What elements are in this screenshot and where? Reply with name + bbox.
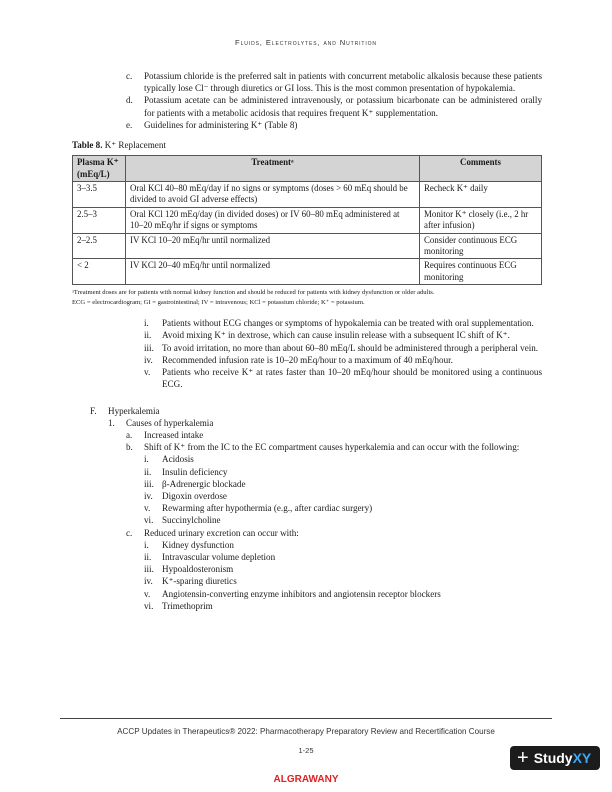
list-item [126, 429, 542, 441]
list-item [126, 441, 542, 453]
list-item [126, 94, 542, 118]
list-item [144, 466, 542, 478]
item-text: Acidosis [162, 454, 194, 465]
roman-list [144, 317, 542, 390]
table-cell: Requires continuous ECG monitoring [420, 259, 542, 285]
watermark: ALGRAWANY [273, 774, 339, 785]
section-label: F. [90, 405, 97, 416]
item-text: Recommended infusion rate is 10–20 mEq/hour to a maximum of 40 mEq/hour. [162, 354, 453, 365]
item-label: ii. [144, 330, 152, 341]
list-item [144, 514, 542, 526]
item-text: β-Adrenergic blockade [162, 478, 246, 489]
item-text: Hypoaldosteronism [162, 564, 234, 575]
table-header-row [73, 156, 542, 182]
list-item [144, 588, 542, 600]
item-label: vi. [144, 600, 154, 611]
list-item [144, 317, 542, 329]
footer-course-title: ACCP Updates in Therapeutics® 2022: Pharmacotherapy Preparatory Review and Recertification Course [117, 727, 495, 736]
list-item [126, 527, 542, 539]
item-label: iii. [144, 342, 154, 353]
table-cell: 3–3.5 [73, 182, 126, 208]
table-cell: < 2 [73, 259, 126, 285]
item-text: Avoid mixing K⁺ in dextrose, which can cause insulin release with a subsequent IC shift of K⁺. [162, 330, 510, 341]
item-label: c. [126, 527, 133, 538]
item-label: i. [144, 318, 149, 329]
item-label: a. [126, 429, 133, 440]
running-header: Fluids, Electrolytes, and Nutrition [235, 38, 377, 47]
badge-brand-accent: XY [572, 750, 592, 766]
table-cell: Monitor K⁺ closely (i.e., 2 hr after infusion) [420, 207, 542, 233]
page-number: 1-25 [298, 746, 314, 755]
item-label: vi. [144, 515, 154, 526]
item-text: Rewarming after hypothermia (e.g., after cardiac surgery) [162, 503, 373, 514]
badge-brand-main: Study [533, 750, 573, 766]
item-label: c. [126, 71, 133, 81]
subsection-label: 1. [108, 417, 115, 428]
list-item [144, 575, 542, 587]
item-label: b. [126, 442, 133, 453]
list-item [144, 366, 542, 390]
table-cell: IV KCl 10–20 mEq/hr until normalized [126, 233, 420, 259]
item-label: iii. [144, 478, 154, 489]
item-text: Potassium acetate can be administered intravenously, or potassium bicarbonate can be administered orally for patients with a metabolic acidosis that requires frequent K⁺ supplementation. [144, 95, 542, 118]
item-text: To avoid irritation, no more than about 60–80 mEq/L should be administered through a peripheral vein. [162, 342, 539, 353]
item-text: Intravascular volume depletion [162, 551, 276, 562]
item-text: Shift of K⁺ from the IC to the EC compartment causes hyperkalemia and can occur with the following: [144, 442, 520, 453]
table-cell: 2–2.5 [73, 233, 126, 259]
plus-icon: + [517, 747, 529, 769]
item-label: ii. [144, 551, 152, 562]
item-text: Reduced urinary excretion can occur with: [144, 527, 299, 538]
table-row [73, 233, 542, 259]
item-label: ii. [144, 466, 152, 477]
table-caption-text: K⁺ Replacement [104, 140, 166, 151]
item-text: Potassium chloride is the preferred salt in patients with concurrent metabolic alkalosis because these patients typically lose Cl⁻ through diuretics or GI loss. This is the most common presentation of hypokalemia. [144, 71, 542, 94]
table-cell: Consider continuous ECG monitoring [420, 233, 542, 259]
table-caption-label: Table 8. [72, 140, 103, 151]
footer-divider [60, 718, 552, 719]
col-header-plasma-k: Plasma K⁺ (mEq/L) [73, 156, 126, 182]
subsection-heading [108, 417, 542, 429]
list-item [144, 490, 542, 502]
item-label: iii. [144, 564, 154, 575]
studyxy-badge[interactable] [510, 746, 600, 770]
item-text: Patients without ECG changes or symptoms of hypokalemia can be treated with oral supplementation. [162, 318, 534, 329]
potassium-replacement-table [72, 155, 542, 285]
table-footnotes [72, 288, 542, 307]
list-item [126, 119, 542, 131]
col-header-comments: Comments [420, 156, 542, 182]
item-label: iv. [144, 354, 153, 365]
item-label: v. [144, 503, 151, 514]
col-header-treatment: Treatmentᵃ [126, 156, 420, 182]
section-heading [90, 405, 542, 417]
item-label: i. [144, 454, 149, 465]
shift-causes-list [144, 453, 542, 526]
list-item [126, 70, 542, 94]
list-item [144, 354, 542, 366]
list-item [144, 329, 542, 341]
table-caption [72, 139, 542, 151]
item-text: Digoxin overdose [162, 490, 227, 501]
list-item [144, 453, 542, 465]
item-label: v. [144, 588, 151, 599]
table-cell: IV KCl 20–40 mEq/hr until normalized [126, 259, 420, 285]
list-item [144, 502, 542, 514]
item-label: iv. [144, 576, 153, 587]
section-hyperkalemia [72, 405, 542, 612]
item-label: e. [126, 119, 133, 130]
item-text: Guidelines for administering K⁺ (Table 8) [144, 119, 298, 130]
item-text: Insulin deficiency [162, 466, 228, 477]
list-item [144, 342, 542, 354]
item-label: v. [144, 367, 151, 378]
list-item [144, 539, 542, 551]
excretion-causes-list [144, 539, 542, 612]
table-cell: Oral KCl 40–80 mEq/day if no signs or symptoms (doses > 60 mEq should be divided to avoid GI adverse effects) [126, 182, 420, 208]
table-row [73, 259, 542, 285]
item-label: i. [144, 539, 149, 550]
table-footnote-abbreviations: ECG = electrocardiogram; GI = gastrointestinal; IV = intravenous; KCl = potassium chloride; K⁺ = potassium. [72, 298, 365, 306]
item-label: d. [126, 95, 133, 106]
list-item [144, 600, 542, 612]
list-item [144, 551, 542, 563]
item-text: K⁺-sparing diuretics [162, 576, 237, 587]
page-body [72, 70, 542, 612]
list-item [144, 478, 542, 490]
item-text: Trimethoprim [162, 600, 213, 611]
item-label: iv. [144, 490, 153, 501]
item-text: Patients who receive K⁺ at rates faster than 10–20 mEq/hour should be monitored using a continuous ECG. [162, 367, 542, 390]
item-text: Angiotensin-converting enzyme inhibitors and angiotensin receptor blockers [162, 588, 441, 599]
subsection-title: Causes of hyperkalemia [126, 417, 214, 428]
item-text: Succinylcholine [162, 515, 221, 526]
table-row [73, 207, 542, 233]
intro-list [126, 70, 542, 131]
table-cell: 2.5–3 [73, 207, 126, 233]
item-text: Increased intake [144, 429, 204, 440]
section-title: Hyperkalemia [108, 405, 160, 416]
list-item [144, 563, 542, 575]
item-text: Kidney dysfunction [162, 539, 234, 550]
table-row [73, 182, 542, 208]
table-cell: Oral KCl 120 mEq/day (in divided doses) or IV 60–80 mEq administered at 10–20 mEq/hr if signs or symptoms [126, 207, 420, 233]
table-footnote-treatment: ᵃTreatment doses are for patients with normal kidney function and should be reduced for patients with kidney dysfunction or older adults. [72, 289, 435, 297]
table-cell: Recheck K⁺ daily [420, 182, 542, 208]
